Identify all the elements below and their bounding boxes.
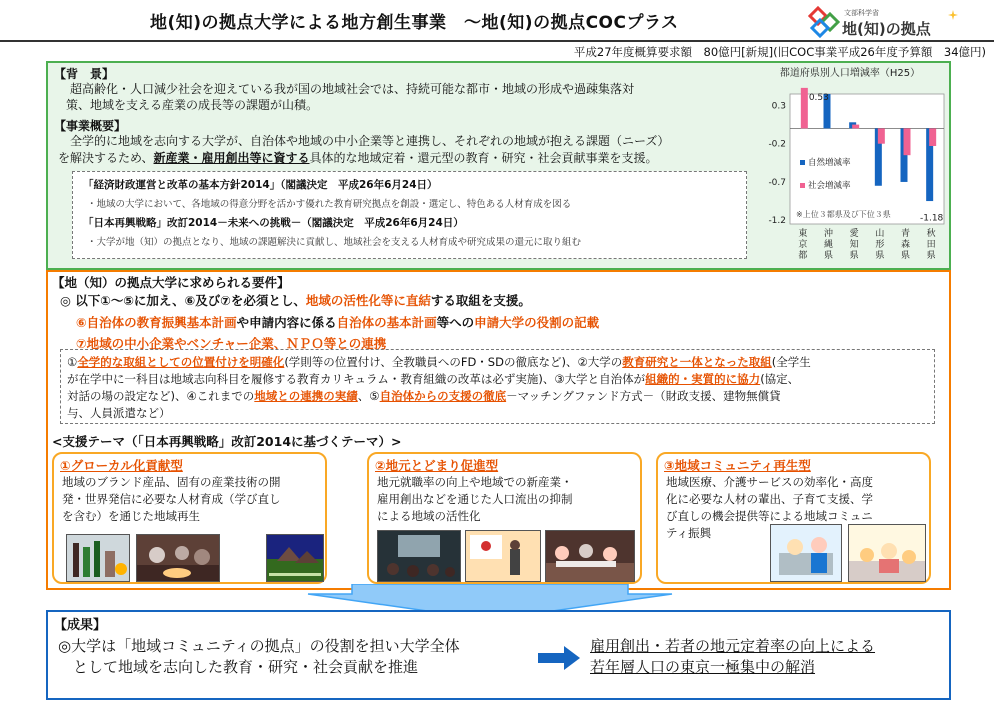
rd1e: (全学生	[771, 355, 811, 369]
background-line1: 超高齢化・人口減少社会を迎えている我が国の地域社会では、持続可能な都市・地域の形成や過疎集落対	[58, 82, 635, 96]
category-label: 縄	[823, 240, 834, 250]
requirements-heading: 【地（知）の拠点大学に求められる要件】	[52, 275, 290, 290]
population-chart	[752, 64, 948, 267]
req6-b: や申請内容に係る	[236, 315, 337, 330]
legend-swatch-social	[800, 183, 805, 188]
theme3-line2: 化に必要な人材の輩出、子育て支援、学	[666, 492, 873, 506]
coc-logo-icon	[808, 6, 842, 38]
data-label: -1.18	[920, 213, 944, 224]
photo-village	[266, 534, 324, 582]
theme3-title: ③地域コミュニティ再生型	[664, 458, 811, 473]
photo-childcare	[848, 524, 926, 582]
req-line1-emphasis: 地域の活性化等に直結	[305, 293, 431, 308]
theme1-title: ①グローカル化貢献型	[60, 458, 183, 473]
overview-line2	[58, 151, 658, 166]
theme1-text	[62, 474, 281, 525]
theme-community	[656, 452, 931, 584]
req6-a: ⑥自治体の教育振興基本計画	[76, 315, 237, 330]
category-label: 青	[900, 229, 911, 239]
y-tick-label: -1.2	[768, 216, 786, 227]
policy-title-2: 「日本再興戦略」改訂2014－未来への挑戦－（閣議決定 平成26年6月24日）	[83, 217, 464, 229]
theme2-line3: による地域の活性化	[377, 509, 481, 523]
bar-social	[801, 88, 808, 129]
bar-social	[929, 128, 936, 146]
category-label: 形	[875, 240, 885, 250]
category-label: 東	[798, 229, 808, 239]
logo-ministry: 文部科学省	[844, 9, 879, 17]
overview-text: を解決するため、	[58, 151, 154, 165]
rd3c: 、⑤	[357, 389, 380, 403]
category-label: 京	[798, 240, 808, 250]
req6-e: 申請大学の役割の記載	[474, 315, 600, 330]
title-bar	[0, 0, 994, 44]
req-detail-4: 与、人員派遣など）	[67, 406, 171, 420]
overview-text-end: 具体的な地域定着・還元型の教育・研究・社会貢献事業を支援。	[309, 151, 658, 165]
legend-label: 自然増減率	[808, 158, 851, 168]
overview-heading: 【事業概要】	[54, 119, 127, 133]
chart-svg	[752, 64, 948, 267]
theme1-line3: を含む）を通じた地域再生	[62, 509, 200, 523]
policy-text-1: ・地域の大学において、各地域の得意分野を活かす優れた教育研究拠点を創設・選定し、特色ある人材育成を図る	[87, 199, 572, 210]
logo	[808, 6, 988, 40]
legend-label: 社会増減率	[808, 181, 851, 191]
req6-d: 等への	[436, 315, 475, 330]
result-box	[46, 610, 951, 700]
category-label: 秋	[926, 229, 936, 239]
category-label: 沖	[823, 229, 834, 239]
req-line1-text: ◎ 以下①～⑤に加え、⑥及び⑦を必須とし、	[60, 293, 306, 308]
overview-line1: 全学的に地域を志向する大学が、自治体や地域の中小企業等と連携し、それぞれの地域が抱える課題（ニーズ）	[58, 134, 670, 148]
category-label: 都	[798, 251, 808, 261]
result-outcome-2: 若年層人口の東京一極集中の解消	[590, 658, 816, 676]
rd1c: (学則等の位置付け、全教職員へのFD・SDの徹底など)、②大学の	[284, 355, 623, 369]
theme-local-stay	[367, 452, 642, 584]
photo-presentation	[465, 530, 541, 582]
overview-emphasis: 新産業・雇用創出等に資する	[153, 151, 310, 165]
category-label: 田	[926, 240, 936, 250]
req6-c: 自治体の基本計画	[336, 315, 437, 330]
result-line1: ◎大学は「地域コミュニティの拠点」の役割を担い大学全体	[58, 637, 460, 655]
category-label: 山	[875, 229, 885, 239]
right-arrow-icon	[538, 646, 580, 670]
category-label: 県	[900, 251, 911, 261]
data-label: 0.53	[808, 92, 829, 103]
requirements-line1	[60, 291, 531, 309]
category-label: 県	[849, 251, 859, 261]
theme1-line1: 地域のブランド産品、固有の産業技術の開	[62, 475, 281, 489]
theme3-line4: ティ振興	[666, 526, 712, 540]
theme2-text	[377, 474, 573, 525]
bar-social	[904, 128, 911, 155]
legend-swatch-natural	[800, 160, 805, 165]
category-label: 県	[875, 251, 885, 261]
rd2a: が在学中に一科目は地域志向科目を履修する教育カリキュラム・教育組織の改革は必ず実施)、③大学と自治体が	[67, 372, 646, 386]
background-line2: 策、地域を支える産業の成長等の課題が山積。	[66, 98, 319, 112]
requirements-line7: ⑦地域の中小企業やベンチャー企業、ＮＰＯ等との連携	[76, 336, 387, 351]
rd2b: 組織的・実質的に協力	[645, 372, 761, 386]
photo-meeting	[545, 530, 635, 582]
photo-care	[770, 524, 842, 582]
result-outcome-1: 雇用創出・若者の地元定着率の向上による	[590, 637, 876, 655]
category-label: 県	[823, 251, 834, 261]
req-detail-2	[67, 371, 799, 388]
sparkle-icon	[948, 10, 958, 20]
chart-note: ※上位３都県及び下位３県	[796, 210, 891, 219]
requirements-line6	[76, 313, 599, 331]
logo-text: 地(知)の拠点	[842, 20, 931, 38]
policy-box	[72, 171, 747, 259]
themes-heading: <支援テーマ（「日本再興戦略」改訂2014に基づくテーマ）>	[52, 434, 402, 449]
category-label: 森	[900, 240, 911, 250]
requirements-detail-box	[60, 349, 935, 424]
photo-workshop	[136, 534, 220, 582]
theme2-line2: 雇用創出などを通じた人口流出の抑制	[377, 492, 573, 506]
req-detail-3	[67, 388, 781, 405]
background-heading: 【背 景】	[54, 67, 115, 81]
chart-title: 都道府県別人口増減率（H25）	[779, 68, 921, 79]
category-label: 知	[849, 240, 859, 250]
category-label: 愛	[849, 229, 859, 239]
rd1a: ①	[67, 355, 78, 369]
policy-title-1: 「経済財政運営と改革の基本方針2014」（閣議決定 平成26年6月24日）	[83, 179, 438, 191]
rd1d: 教育研究と一体となった取組	[622, 355, 772, 369]
page-title: 地(知)の拠点大学による地方創生事業 ～地(知)の拠点COCプラス	[150, 13, 679, 33]
rd1b: 全学的な取組としての位置付けを明確化	[77, 355, 285, 369]
rd3b: 地域との連携の実績	[254, 389, 358, 403]
rd3e: －マッチングファンド方式－（財政支援、建物無償貸	[506, 389, 781, 403]
theme3-line3: び直しの機会提供等による地域コミュニ	[666, 509, 873, 523]
theme3-line1: 地域医療、介護サービスの効率化・高度	[666, 475, 873, 489]
y-tick-label: -0.2	[768, 139, 786, 150]
bar-social	[852, 125, 859, 129]
result-line2: として地域を志向した教育・研究・社会貢献を推進	[58, 658, 419, 676]
theme-glocal	[52, 452, 327, 584]
rd3d: 自治体からの支援の徹底	[379, 389, 507, 403]
bar-social	[878, 128, 885, 143]
rd2c: (協定、	[760, 372, 800, 386]
req-line1-end: する取組を支援。	[430, 293, 531, 308]
rd3a: 対話の場の設定など)、④これまでの	[67, 389, 255, 403]
result-heading: 【成果】	[54, 618, 107, 633]
photo-products	[66, 534, 130, 582]
policy-text-2: ・大学が地（知）の拠点となり、地域の課題解決に貢献し、地域社会を支える人材育成や研究成果の還元に取り組む	[87, 237, 582, 248]
theme2-title: ②地元とどまり促進型	[375, 458, 499, 473]
budget-text: 平成27年度概算要求額 80億円[新規](旧COC事業平成26年度予算額 34億円)	[573, 45, 986, 59]
theme2-line1: 地元就職率の向上や地域での新産業・	[377, 475, 573, 489]
req-detail-1	[67, 354, 811, 371]
category-label: 県	[926, 251, 936, 261]
y-tick-label: 0.3	[771, 101, 786, 112]
y-tick-label: -0.7	[768, 177, 786, 188]
photo-lecture	[377, 530, 461, 582]
title-rule	[0, 40, 994, 42]
theme1-line2: 発・世界発信に必要な人材育成（学び直し	[62, 492, 281, 506]
